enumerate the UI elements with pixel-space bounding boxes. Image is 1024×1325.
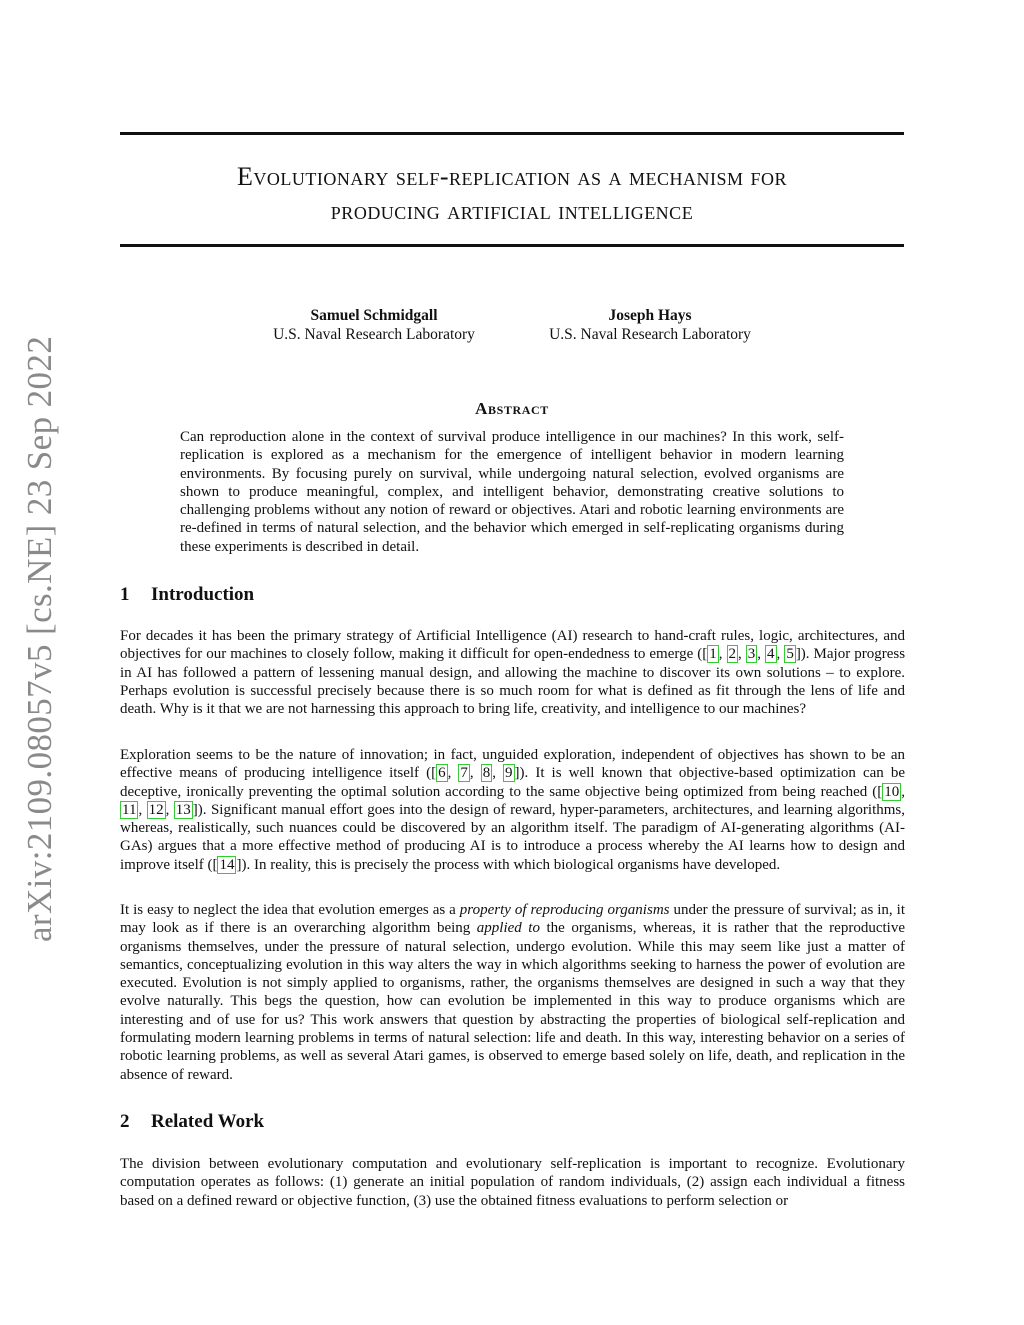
- title-bottom-rule: [120, 244, 904, 247]
- author-block-1: [256, 306, 492, 344]
- citation-link[interactable]: 13: [175, 801, 191, 818]
- citation-link[interactable]: 5: [786, 646, 794, 663]
- abstract-heading: Abstract: [475, 399, 549, 418]
- author-name: Samuel Schmidgall: [310, 307, 438, 324]
- author-affiliation: U.S. Naval Research Laboratory: [549, 326, 751, 343]
- intro-paragraph-2: Exploration seems to be the nature of innovation; in fact, unguided exploration, independent of objectives has shown to be an effective means of producing intelligence itself ([ 6 , 7 , 8 , 9 ]). It is well known that objective-based optimization can be deceptive, ironically preventing the optimal solution according to the same objective being optimized from being reached ([ 10 , 11 , 12 , 13 ]). Significant manual effort goes into the design of reward, hyper-parameters, architectures, and learning algorithms, whereas, realistically, such nuances could be discovered by an algorithm itself. The paradigm of AI-generating algorithms (AI-GAs) argues that a more effective method of producing AI is to introduce a process whereby the AI learns how to design and improve itself ([ 14 ]). In reality, this is precisely the process with which biological organisms have developed.: [120, 747, 906, 873]
- arxiv-identifier: arXiv:2109.08057v5 [cs.NE] 23 Sep 2022: [20, 335, 59, 942]
- title-line-2: producing artificial intelligence: [330, 196, 694, 225]
- citation-link[interactable]: 7: [460, 765, 468, 782]
- section-number: 2: [120, 1111, 130, 1132]
- section-heading-introduction: [120, 584, 254, 606]
- related-paragraph-1: The division between evolutionary computation and evolutionary self-replication is important to recognize. Evolutionary computation operates as follows: (1) generate an initial population of random individuals, (2) assign each individual a fitness based on a defined reward or objective function, (3) use the obtained fitness evaluations to perform selection or: [120, 1156, 905, 1209]
- title-line-1: Evolutionary self-replication as a mechanism for: [236, 162, 788, 191]
- author-name: Joseph Hays: [608, 307, 692, 324]
- citation-link[interactable]: 9: [505, 765, 513, 782]
- citation-link[interactable]: 8: [482, 765, 491, 782]
- section-number: 1: [120, 584, 130, 605]
- intro-paragraph-1: For decades it has been the primary strategy of Artificial Intelligence (AI) research to hand-craft rules, logic, architectures, and objectives for our machines to closely follow, making it difficult for open-endedness to emerge ([ 1 , 2 , 3 , 4 , 5 ]). Major progress in AI has followed a pattern of lessening manual design, and allowing the machine to discover its own solutions – to explore. Perhaps evolution is successful precisely because there is so much room for what is defined as fit through the lens of life and death. Why is it that we are not harnessing this approach to bring life, creativity, and intelligence to our machines?: [120, 628, 906, 718]
- author-block-2: [532, 306, 768, 344]
- section-title: Introduction: [151, 584, 255, 605]
- citation-link[interactable]: 11: [122, 801, 137, 818]
- section-heading-related-work: [120, 1111, 264, 1133]
- intro-paragraph-3: It is easy to neglect the idea that evolution emerges as a property of reproducing organisms under the pressure of survival; as in, it may look as if there is an overarching algorithm being applied to the organisms, whereas, it is rather that the reproductive organisms themselves, under the pressure of natural selection, undergo evolution. While this may seem like just a matter of semantics, conceptualizing evolution in this way alters the way in which algorithms seeking to harness the power of evolution are executed. Evolution is not simply applied to organisms, rather, the organisms themselves are designed in such a way that they evolve naturally. This begs the question, how can evolution be implemented in this way to produce organisms which are interesting and of use for us? This work answers that question by abstracting the properties of biological self-replication and formulating modern learning problems in terms of natural selection: life and death. In this way, interesting behavior on a series of robotic learning problems, as well as several Atari games, is observed to emerge based solely on life, death, and replication in the absence of reward.: [120, 902, 905, 1083]
- citation-link[interactable]: 12: [148, 801, 164, 818]
- citation-link[interactable]: 10: [884, 783, 900, 800]
- section-title: Related Work: [151, 1111, 265, 1132]
- citation-link[interactable]: 1: [709, 646, 717, 663]
- citation-link[interactable]: 4: [767, 646, 775, 663]
- citation-link[interactable]: 14: [219, 856, 235, 873]
- citation-link[interactable]: 3: [747, 646, 756, 663]
- author-affiliation: U.S. Naval Research Laboratory: [273, 326, 475, 343]
- title-top-rule: [120, 132, 904, 135]
- paper-title: [120, 160, 904, 228]
- citation-link[interactable]: 6: [438, 765, 446, 782]
- citation-link[interactable]: 2: [728, 646, 737, 663]
- abstract-text: Can reproduction alone in the context of survival produce intelligence in our machines? In this work, self-replication is explored as a mechanism for the emergence of intelligent behavior in modern learning environments. By focusing purely on survival, while undergoing natural selection, evolved organisms are shown to produce meaningful, complex, and intelligent behavior, demonstrating creative solutions to challenging problems without any notion of reward or objectives. Atari and robotic learning environments are re-defined in terms of natural selection, and the behavior which emerged in self-replicating organisms during these experiments is described in detail.: [180, 429, 844, 555]
